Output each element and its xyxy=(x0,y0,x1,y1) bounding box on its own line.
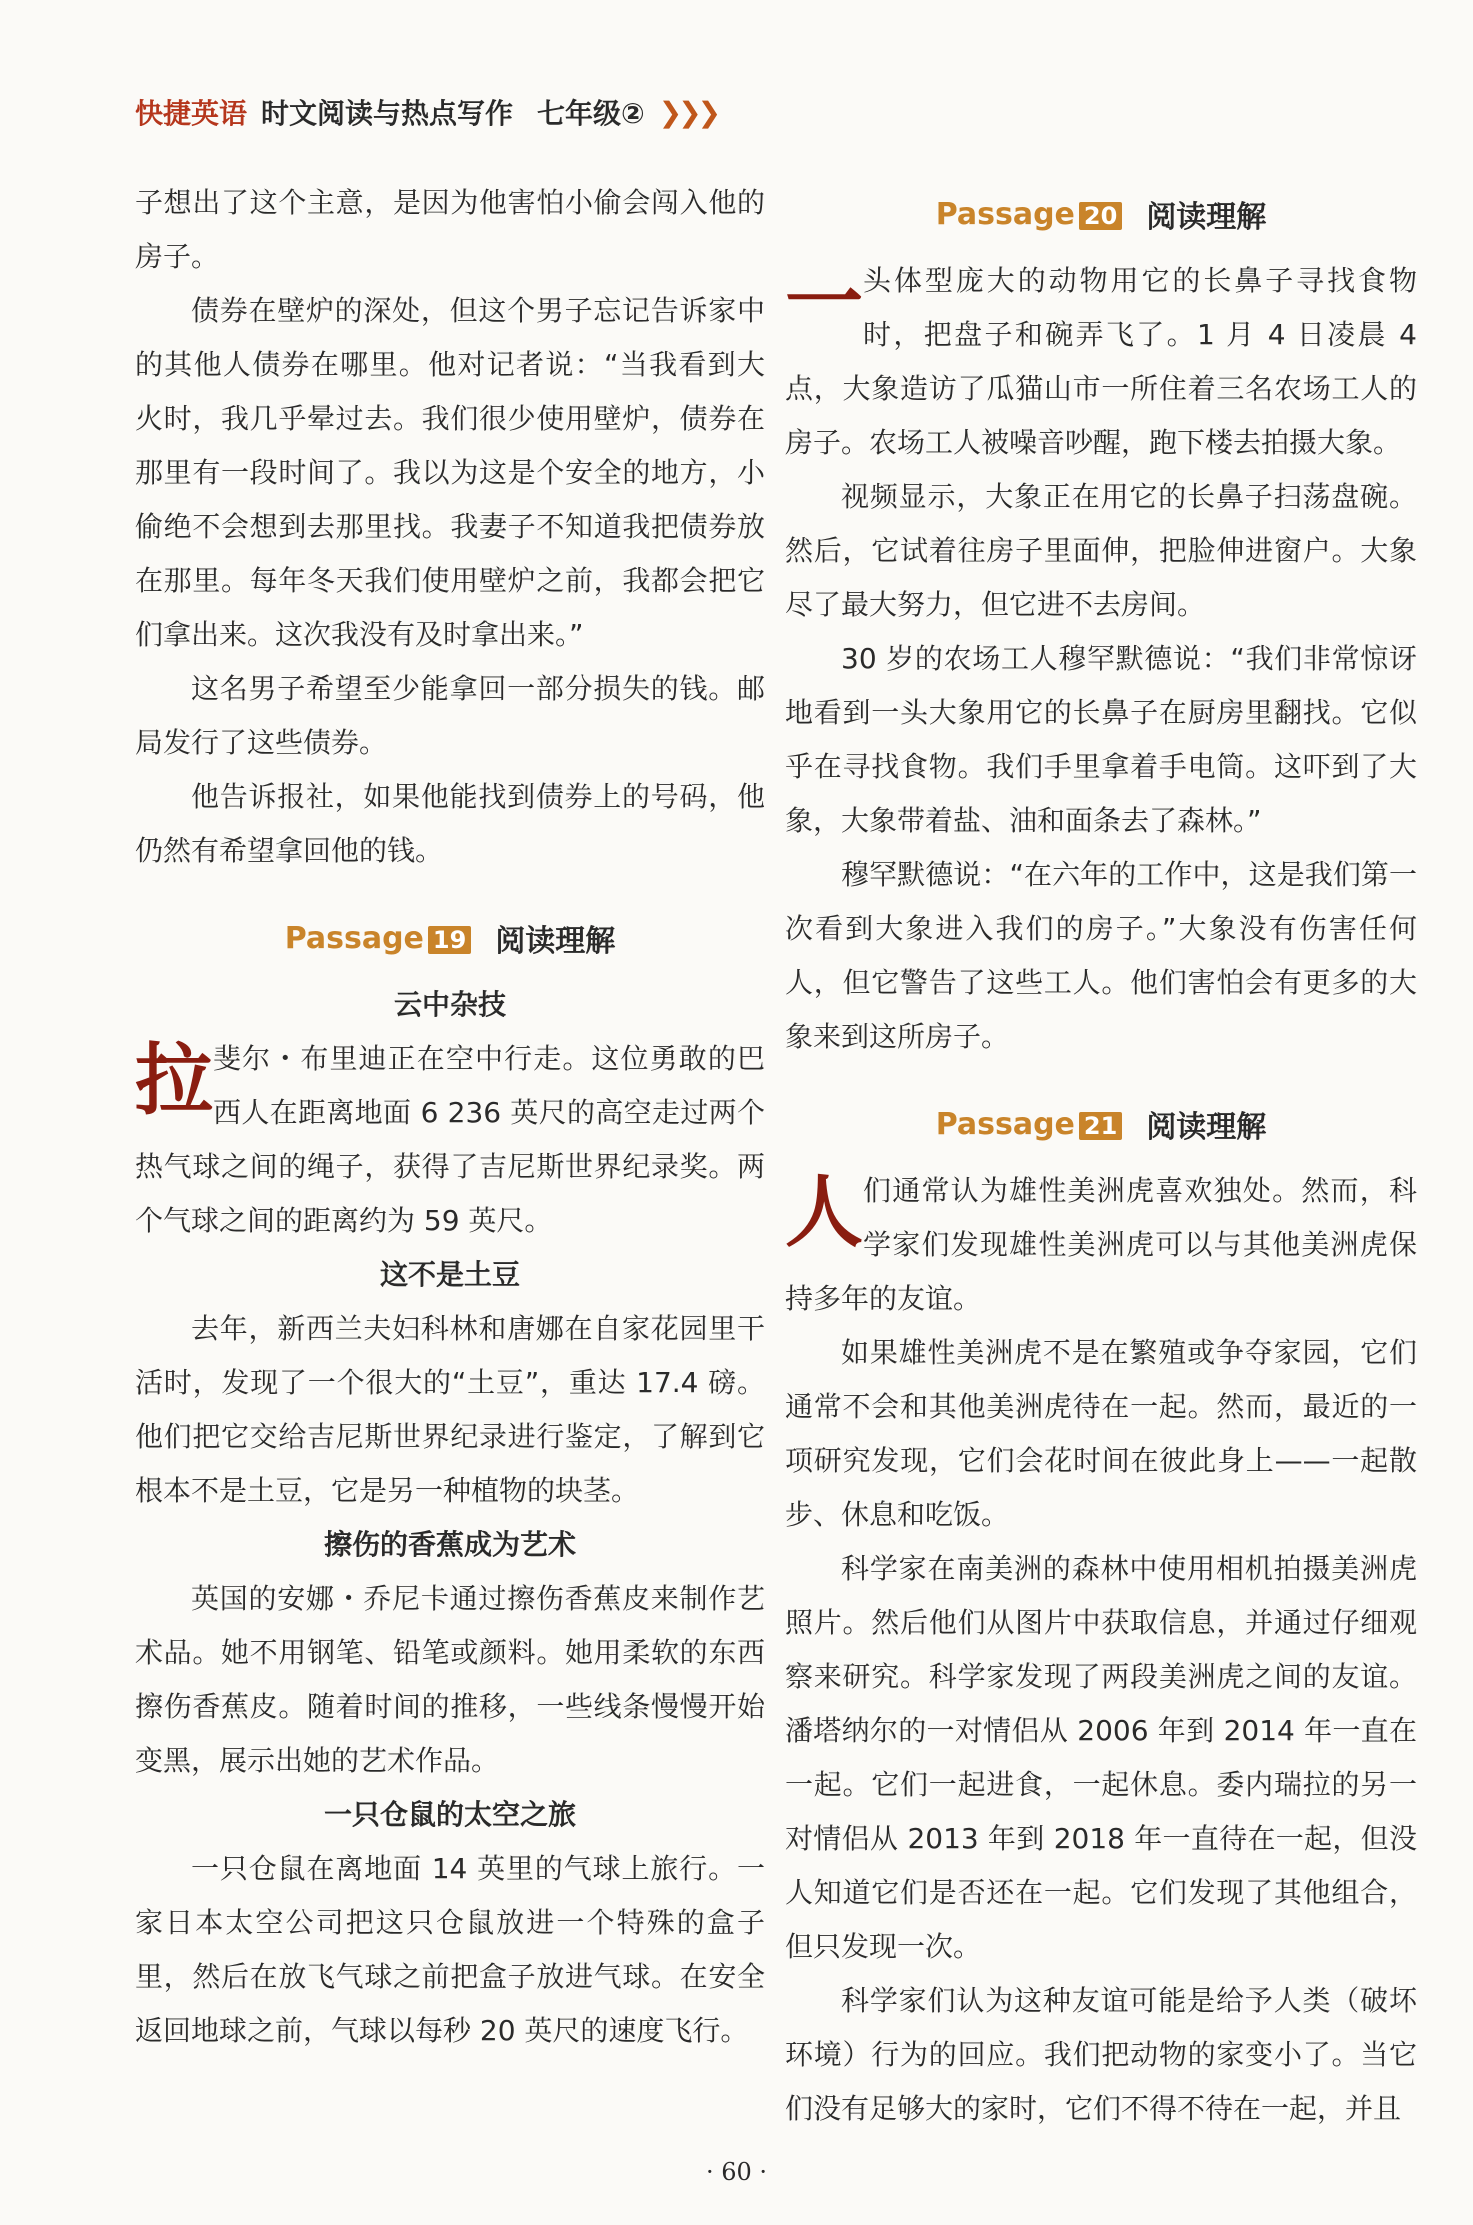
grade-label: 七年级② xyxy=(537,97,645,130)
paragraph: 如果雄性美洲虎不是在繁殖或争夺家园，它们通常不会和其他美洲虎待在一起。然而，最近的一项研究发现，它们会花时间在彼此身上——一起散步、休息和吃饭。 xyxy=(785,1336,1417,1531)
passage-number: 21 xyxy=(1079,1112,1122,1140)
subheading: 云中杂技 xyxy=(393,988,506,1021)
passage-word: Passage xyxy=(284,920,424,956)
subheading: 擦伤的香蕉成为艺术 xyxy=(323,1528,576,1561)
passage-heading-19 xyxy=(135,914,765,962)
passage-word: Passage xyxy=(935,1106,1075,1142)
drop-cap: 人 xyxy=(785,1167,864,1258)
paragraph: 债券在壁炉的深处，但这个男子忘记告诉家中的其他人债券在哪里。他对记者说：“当我看到大火时，我几乎晕过去。我们很少使用壁炉，债券在那里有一段时间了。我以为这是个安全的地方，小偷绝不会想到去那里找。我妻子不知道我把债券放在那里。每年冬天我们使用壁炉之前，我都会把它们拿出来。这次我没有及时拿出来。” xyxy=(135,294,765,651)
paragraph-text: 头体型庞大的动物用它的长鼻子寻找食物时，把盘子和碗弄飞了。1 月 4 日凌晨 4 点，大象造访了瓜猫山市一所住着三名农场工人的房子。农场工人被噪音吵醒，跑下楼去拍摄大象。 xyxy=(785,264,1417,459)
passage-label: 阅读理解 xyxy=(1146,1110,1267,1145)
paragraph-text: 斐尔・布里迪正在空中行走。这位勇敢的巴西人在距离地面 6 236 英尺的高空走过两个热气球之间的绳子，获得了吉尼斯世界纪录奖。两个气球之间的距离约为 59 英尺。 xyxy=(135,1042,765,1237)
paragraph: 英国的安娜・乔尼卡通过擦伤香蕉皮来制作艺术品。她不用钢笔、铅笔或颜料。她用柔软的东西擦伤香蕉皮。随着时间的推移，一些线条慢慢开始变黑，展示出她的艺术作品。 xyxy=(135,1582,765,1777)
paragraph xyxy=(135,1032,765,1248)
paragraph: 视频显示，大象正在用它的长鼻子扫荡盘碗。然后，它试着往房子里面伸，把脸伸进窗户。大象尽了最大努力，但它进不去房间。 xyxy=(785,480,1417,621)
paragraph: 去年，新西兰夫妇科林和唐娜在自家花园里干活时，发现了一个很大的“土豆”，重达 17.4 磅。他们把它交给吉尼斯世界纪录进行鉴定，了解到它根本不是土豆，它是另一种植物的块茎。 xyxy=(135,1312,765,1507)
paragraph xyxy=(785,254,1417,470)
paragraph-text: 们通常认为雄性美洲虎喜欢独处。然而，科学家们发现雄性美洲虎可以与其他美洲虎保持多年的友谊。 xyxy=(785,1174,1417,1315)
chevron-right-icon: ❯❯❯ xyxy=(658,95,718,129)
subheading: 一只仓鼠的太空之旅 xyxy=(323,1798,576,1831)
paragraph: 一只仓鼠在离地面 14 英里的气球上旅行。一家日本太空公司把这只仓鼠放进一个特殊的盒子里，然后在放飞气球之前把盒子放进气球。在安全返回地球之前，气球以每秒 20 英尺的速度飞行。 xyxy=(135,1852,765,2047)
paragraph: 科学家们认为这种友谊可能是给予人类（破坏环境）行为的回应。我们把动物的家变小了。当它们没有足够大的家时，它们不得不待在一起，并且 xyxy=(785,1984,1417,2125)
paragraph xyxy=(785,1164,1417,1326)
passage-number: 19 xyxy=(428,926,471,954)
passage-word: Passage xyxy=(935,196,1075,232)
passage-label: 阅读理解 xyxy=(495,924,616,959)
drop-cap: 一 xyxy=(785,257,864,348)
passage-heading-20 xyxy=(785,190,1417,238)
page-number: · 60 · xyxy=(705,2158,768,2186)
passage-label: 阅读理解 xyxy=(1146,200,1267,235)
paragraph: 他告诉报社，如果他能找到债券上的号码，他仍然有希望拿回他的钱。 xyxy=(135,780,765,867)
left-column xyxy=(135,176,765,2058)
paragraph: 30 岁的农场工人穆罕默德说：“我们非常惊讶地看到一头大象用它的长鼻子在厨房里翻找。它似乎在寻找食物。我们手里拿着手电筒。这吓到了大象，大象带着盐、油和面条去了森林。” xyxy=(785,642,1417,837)
drop-cap: 拉 xyxy=(135,1035,214,1126)
series-title: 时文阅读与热点写作 xyxy=(261,97,514,130)
subheading: 这不是土豆 xyxy=(379,1258,520,1291)
passage-heading-21 xyxy=(785,1100,1417,1148)
right-column xyxy=(785,190,1417,2136)
brand-title: 快捷英语 xyxy=(135,97,248,130)
passage-number: 20 xyxy=(1079,202,1122,230)
paragraph: 子想出了这个主意，是因为他害怕小偷会闯入他的房子。 xyxy=(135,186,765,273)
paragraph: 这名男子希望至少能拿回一部分损失的钱。邮局发行了这些债券。 xyxy=(135,672,765,759)
paragraph: 科学家在南美洲的森林中使用相机拍摄美洲虎照片。然后他们从图片中获取信息，并通过仔细观察来研究。科学家发现了两段美洲虎之间的友谊。潘塔纳尔的一对情侣从 2006 年到 2014 年一直在一起。它们一起进食，一起休息。委内瑞拉的另一对情侣从 2013 年到 2018 年一直待在一起，但没人知道它们是否还在一起。它们发现了其他组合，但只发现一次。 xyxy=(785,1552,1417,1963)
page-header xyxy=(135,92,717,132)
paragraph: 穆罕默德说：“在六年的工作中，这是我们第一次看到大象进入我们的房子。”大象没有伤害任何人，但它警告了这些工人。他们害怕会有更多的大象来到这所房子。 xyxy=(785,858,1417,1053)
